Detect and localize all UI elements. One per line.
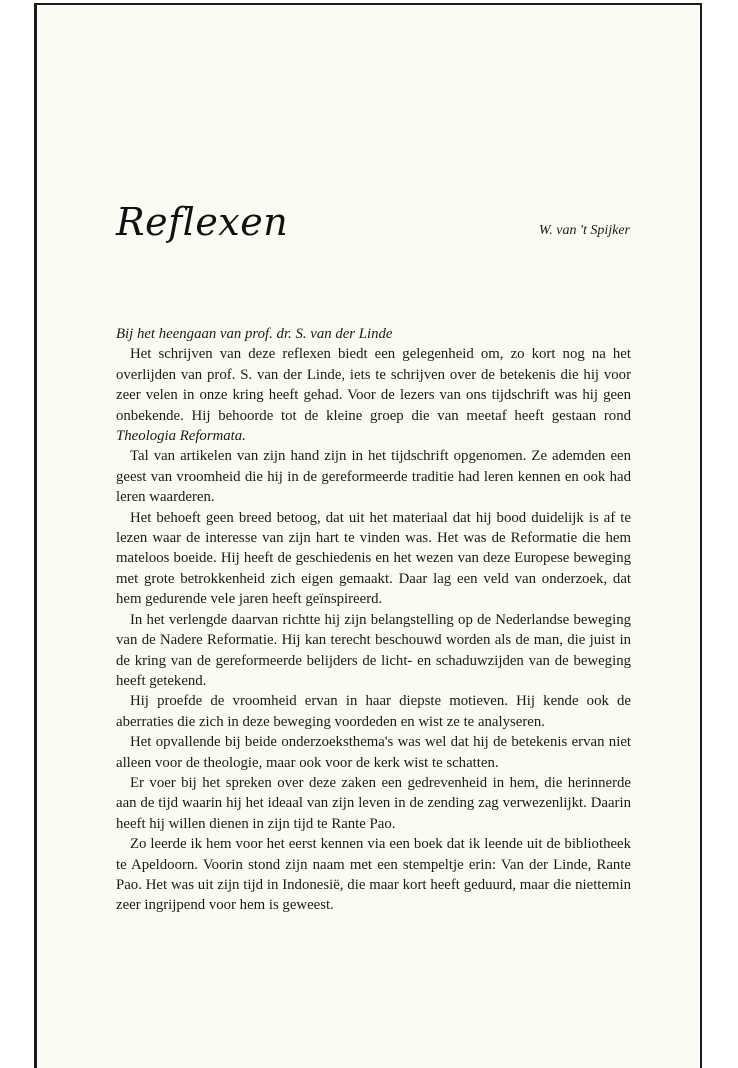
paragraph-2: Tal van artikelen van zijn hand zijn in het tijdschrift opgenomen. Ze ademden een geest van vroomheid die hij in de gereformeerde traditie had leren kennen en ook had leren waarderen. [116, 448, 631, 506]
paragraph-4: In het verlengde daarvan richtte hij zijn belangstelling op de Nederlandse beweging van de Nadere Reformatie. Hij kan terecht beschouwd worden als de man, die juist in de kring van de gereformeerde belijders de licht- en schaduwzijden van de beweging heeft getekend. [116, 611, 631, 689]
section-subheading: Bij het heengaan van prof. dr. S. van der Linde [116, 326, 393, 342]
author-name: W. van 't Spijker [538, 223, 630, 238]
paragraph-8: Zo leerde ik hem voor het eerst kennen via een boek dat ik leende uit de bibliotheek te Apeldoorn. Voorin stond zijn naam met een stempeltje erin: Van der Linde, Rante Pao. Het was uit zijn tijd in Indonesië, die maar kort heeft geduurd, maar die niettemin zeer ingrijpend voor hem is geweest. [116, 836, 631, 914]
paragraph-6: Het opvallende bij beide onderzoeksthema's was wel dat hij de betekenis ervan niet alleen voor de theologie, maar ook voor de kerk wist te schatten. [116, 734, 631, 771]
paragraph-1 [116, 344, 631, 446]
paragraph-7: Er voer bij het spreken over deze zaken een gedrevenheid in hem, die herinnerde aan de tijd waarin hij het ideaal van zijn leven in de zending zag verwezenlijkt. Daarin heeft hij willen dienen in zijn tijd te Rante Pao. [116, 774, 631, 832]
paragraph-1-text: Het schrijven van deze reflexen biedt een gelegenheid om, zo kort nog na het overlijden van prof. S. van der Linde, iets te schrijven over de betekenis die hij voor zeer velen in onze kring heeft gehad. Voor de lezers van ons tijdschrift was hij geen onbekende. Hij behoorde tot de kleine groep die van meetaf heeft gestaan rond [116, 346, 631, 424]
paragraph-5: Hij proefde de vroomheid ervan in haar diepste motieven. Hij kende ook de aberraties die zich in deze beweging voordeden en wist ze te analyseren. [116, 693, 631, 730]
paragraph-3: Het behoeft geen breed betoog, dat uit het materiaal dat hij bood duidelijk is af te lezen waar de interesse van zijn hart te vinden was. Het was de Reformatie die hem mateloos boeide. Hij heeft de geschiedenis en het wezen van deze Europese beweging met grote betrokkenheid zich eigen gemaakt. Daar lag een veld van onderzoek, dat hem gedurende vele jaren heeft geïnspireerd. [116, 509, 631, 608]
article-body [116, 324, 631, 916]
article-title: Reflexen [116, 200, 289, 244]
journal-name: Theologia Reformata. [116, 428, 246, 445]
